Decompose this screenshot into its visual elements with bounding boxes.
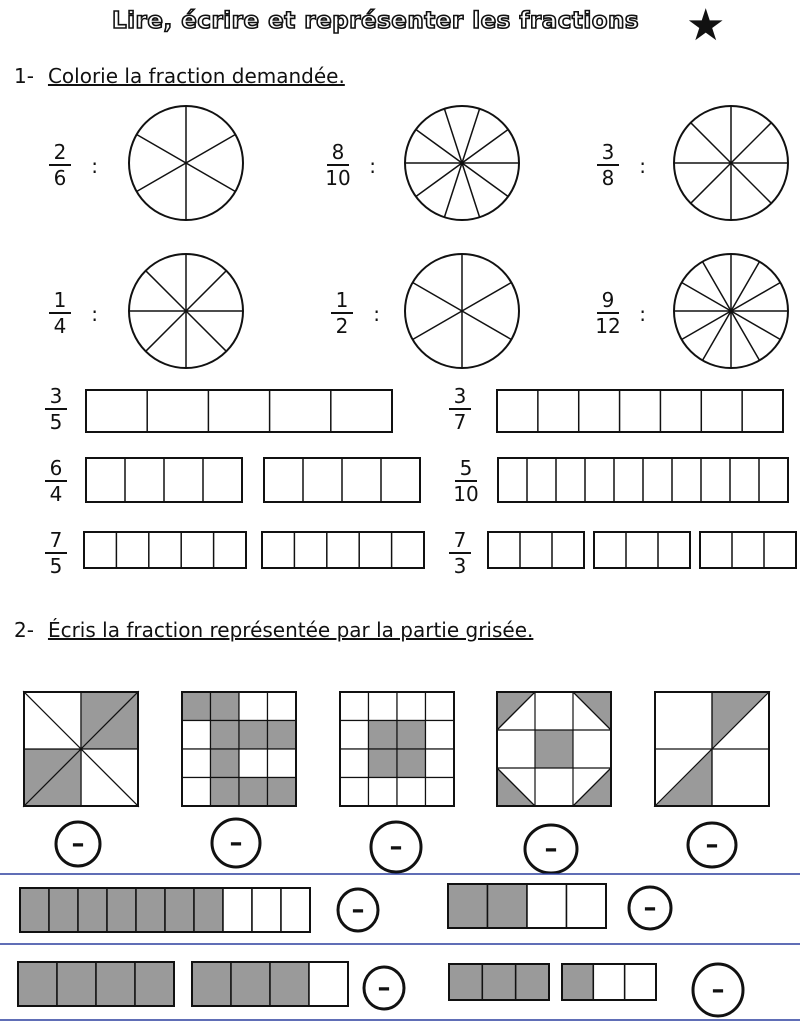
circle-fraction-label: 2 6 : <box>40 140 80 190</box>
bar-outline <box>262 532 424 568</box>
answer-bubble <box>212 819 260 867</box>
bar-cell <box>309 962 348 1006</box>
grid-cell <box>239 721 268 750</box>
grid-cell <box>369 721 398 750</box>
shaded-bar <box>449 964 549 1000</box>
answer-bubble <box>688 823 736 867</box>
section-1-number: 1- <box>14 64 34 88</box>
grid-cell <box>211 692 240 721</box>
grid-cell <box>340 692 369 721</box>
bar-cell <box>448 884 488 928</box>
bar-cell <box>281 888 310 932</box>
grid-cell <box>211 749 240 778</box>
star-icon: ★ <box>686 0 726 51</box>
answer-mark: – <box>71 829 85 859</box>
bar-cell <box>223 888 252 932</box>
bar-outline <box>700 532 796 568</box>
bar-outline <box>84 532 246 568</box>
answer-bubble <box>56 822 100 866</box>
fraction-bar <box>488 532 584 568</box>
bar-cell <box>18 962 57 1006</box>
numerator: 8 <box>331 140 345 164</box>
bar-cell <box>449 964 482 1000</box>
section-1-instruction: Colorie la fraction demandée. <box>47 64 345 88</box>
denominator: 10 <box>453 482 479 506</box>
grid-cell <box>397 749 426 778</box>
numerator: 1 <box>335 288 349 312</box>
bar-cell <box>527 884 567 928</box>
grid-cell <box>426 692 455 721</box>
answer-bubble <box>364 967 404 1009</box>
denominator: 5 <box>49 410 63 434</box>
shaded-square <box>497 692 611 806</box>
bar-cell <box>231 962 270 1006</box>
answer-mark: – <box>229 828 243 858</box>
grid-cell <box>426 749 455 778</box>
grid-cell <box>397 721 426 750</box>
grid-cell <box>340 721 369 750</box>
fraction-bar <box>84 532 246 568</box>
numerator: 9 <box>601 288 615 312</box>
fraction-bar <box>497 390 783 432</box>
grid-cell <box>268 778 297 807</box>
bar-cell <box>192 962 231 1006</box>
grid-cell <box>211 778 240 807</box>
grid-cell <box>268 721 297 750</box>
grid-cell <box>369 778 398 807</box>
bar-cell <box>135 962 174 1006</box>
circle-fraction-label: 8 10 : <box>318 140 358 190</box>
denominator: 7 <box>453 410 467 434</box>
fraction-bar <box>700 532 796 568</box>
shaded-square <box>340 692 454 806</box>
numerator: 7 <box>49 528 63 552</box>
denominator: 3 <box>453 554 467 578</box>
bar-cell <box>107 888 136 932</box>
section-2-number: 2- <box>14 618 34 642</box>
bar-cell <box>567 884 607 928</box>
fraction-bar <box>262 532 424 568</box>
grid-cell <box>268 749 297 778</box>
numerator: 5 <box>459 456 473 480</box>
bar-outline <box>86 390 392 432</box>
grid-cell <box>397 692 426 721</box>
fraction-bar <box>498 458 788 502</box>
denominator: 2 <box>335 314 349 338</box>
grid-cell <box>182 749 211 778</box>
numerator: 1 <box>53 288 67 312</box>
grid-cell <box>426 721 455 750</box>
grid-cell <box>211 721 240 750</box>
fraction-bar <box>594 532 690 568</box>
answer-bubble <box>338 889 378 931</box>
fraction-circle <box>674 254 788 368</box>
answer-mark: – <box>351 895 365 925</box>
denominator: 6 <box>53 166 67 190</box>
answer-bubble <box>693 964 743 1016</box>
numerator: 3 <box>453 384 467 408</box>
circle-fraction-label: 1 2 : <box>322 288 362 338</box>
answer-bubble <box>371 822 421 872</box>
circle-fraction-label: 3 8 : <box>588 140 628 190</box>
answer-bubble <box>525 825 577 873</box>
grid-cell <box>239 749 268 778</box>
shaded-square <box>655 692 769 806</box>
bar-outline <box>488 532 584 568</box>
bar-cell <box>20 888 49 932</box>
bar-cell <box>165 888 194 932</box>
numerator: 3 <box>49 384 63 408</box>
grid-cell <box>340 778 369 807</box>
grid-cell <box>426 778 455 807</box>
grid-cell <box>239 692 268 721</box>
bar-cell <box>593 964 624 1000</box>
bar-cell <box>482 964 515 1000</box>
shaded-square <box>182 692 296 806</box>
denominator: 8 <box>601 166 615 190</box>
bar-cell <box>136 888 165 932</box>
bar-cell <box>516 964 549 1000</box>
grid-cell <box>397 778 426 807</box>
bar-cell <box>78 888 107 932</box>
denominator: 4 <box>49 482 63 506</box>
shaded-bar <box>20 888 310 932</box>
bar-cell <box>49 888 78 932</box>
grid-cell <box>369 692 398 721</box>
denominator: 4 <box>53 314 67 338</box>
fraction-circle <box>129 106 243 220</box>
answer-mark: – <box>377 973 391 1003</box>
grid-cell <box>369 749 398 778</box>
bar-cell <box>562 964 593 1000</box>
fraction-circle <box>405 254 519 368</box>
numerator: 6 <box>49 456 63 480</box>
grid-cell <box>182 778 211 807</box>
numerator: 2 <box>53 140 67 164</box>
section-2-instruction: Écris la fraction représentée par la partie grisée. <box>47 618 534 642</box>
bar-outline <box>497 390 783 432</box>
shaded-bar <box>562 964 656 1000</box>
worksheet-title: Lire, écrire et représenter les fractions <box>112 8 640 34</box>
fraction-bar <box>264 458 420 502</box>
shaded-bar <box>18 962 174 1006</box>
shaded-bar <box>448 884 606 928</box>
fraction-circle <box>674 106 788 220</box>
shaded-bar <box>192 962 348 1006</box>
answer-mark: – <box>711 975 725 1005</box>
center-shaded-cell <box>535 730 573 768</box>
grid-cell <box>182 721 211 750</box>
denominator: 5 <box>49 554 63 578</box>
answer-bubble <box>629 887 671 929</box>
grid-cell <box>268 692 297 721</box>
denominator: 12 <box>595 314 621 338</box>
fraction-circle <box>405 106 519 220</box>
bar-cell <box>96 962 135 1006</box>
shaded-square <box>24 692 138 806</box>
numerator: 7 <box>453 528 467 552</box>
fraction-circle <box>129 254 243 368</box>
bar-cell <box>270 962 309 1006</box>
bar-outline <box>594 532 690 568</box>
grid-cell <box>239 778 268 807</box>
fraction-bar <box>86 458 242 502</box>
circle-fraction-label: 9 12 : <box>588 288 628 338</box>
bar-cell <box>252 888 281 932</box>
circle-fraction-label: 1 4 : <box>40 288 80 338</box>
answer-mark: – <box>643 893 657 923</box>
grid-cell <box>340 749 369 778</box>
fraction-bar <box>86 390 392 432</box>
answer-mark: – <box>389 832 403 862</box>
bar-cell <box>194 888 223 932</box>
bar-cell <box>488 884 528 928</box>
grid-cell <box>182 692 211 721</box>
bar-cell <box>625 964 656 1000</box>
answer-mark: – <box>544 834 558 864</box>
bar-cell <box>57 962 96 1006</box>
answer-mark: – <box>705 830 719 860</box>
numerator: 3 <box>601 140 615 164</box>
denominator: 10 <box>325 166 351 190</box>
